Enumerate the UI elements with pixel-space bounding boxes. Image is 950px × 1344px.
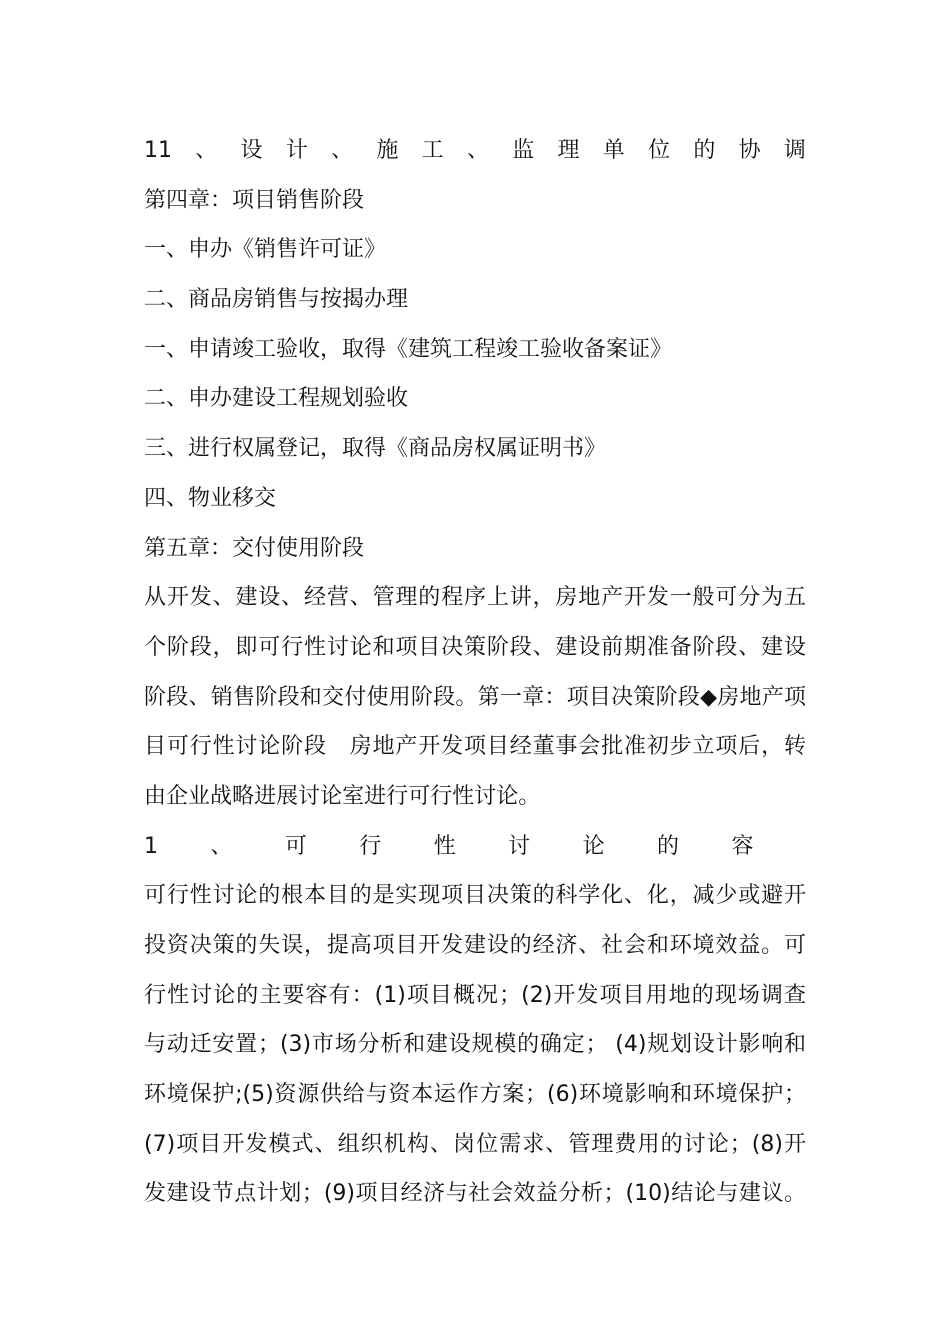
heading-char: 论: [582, 833, 605, 859]
list-item: 四、物业移交: [144, 485, 277, 511]
paragraph-line: (7)项目开发模式、组织机构、岗位需求、管理费用的讨论；(8)开: [144, 1131, 806, 1157]
paragraph-char: 论: [320, 783, 343, 809]
paragraph-char: 展: [276, 783, 299, 809]
paragraph-line: 从开发、建设、经营、管理的程序上讲，房地产开发一般可分为五: [144, 585, 806, 611]
paragraph-char: 略: [232, 783, 255, 809]
chapter-5-title: 第五章：交付使用阶段: [144, 535, 365, 561]
heading-char: 、: [195, 138, 218, 163]
list-item: 二、申办建设工程规划验收: [144, 386, 409, 412]
document-body: [144, 126, 806, 1219]
heading-char: 1: [144, 833, 158, 859]
heading-char: 位: [648, 138, 671, 163]
paragraph-char: 性: [452, 783, 475, 809]
list-item: 一、申请竣工验收，取得《建筑工程竣工验收备案证》: [144, 336, 673, 362]
heading-char: 的: [693, 138, 716, 163]
paragraph-char: 。: [518, 783, 541, 809]
paragraph-line: 行性讨论的主要容有：(1)项目概况；(2)开发项目用地的现场调查: [144, 982, 806, 1008]
heading-char: 协: [738, 138, 761, 163]
paragraph-char: 室: [342, 783, 365, 809]
heading-char: 调: [783, 138, 806, 163]
paragraph-char: 行: [386, 783, 409, 809]
heading-char: 讨: [508, 833, 531, 859]
chapter-4-title: 第四章：项目销售阶段: [144, 187, 365, 213]
heading-char: 、: [210, 833, 233, 859]
paragraph-char: 战: [210, 783, 233, 809]
list-item: 一、申办《销售许可证》: [144, 237, 387, 263]
heading-char: 理: [557, 138, 580, 163]
paragraph-line: 环境保护;(5)资源供给与资本运作方案；(6)环境影响和环境保护；: [144, 1082, 806, 1108]
paragraph-line: 投资决策的失误，提高项目开发建设的经济、社会和环境效益。可: [144, 933, 806, 958]
paragraph-line: 目可行性讨论阶段 房地产开发项目经董事会批准初步立项后，转: [144, 734, 806, 760]
heading-char: 11: [144, 138, 172, 163]
paragraph-feasibility: [144, 871, 806, 1219]
paragraph-char: 进: [254, 783, 277, 809]
paragraph-char: 业: [188, 783, 211, 809]
paragraph-char: 可: [408, 783, 431, 809]
list-item: 三、进行权属登记，取得《商品房权属证明书》: [144, 436, 607, 462]
paragraph-char: 企: [166, 783, 189, 809]
heading-char: 行: [359, 833, 382, 859]
paragraph-overview: [144, 573, 806, 821]
paragraph-line: 可行性讨论的根本目的是实现项目决策的科学化、化，减少或避开: [144, 883, 806, 909]
heading-char: 、: [331, 138, 354, 163]
paragraph-line: 与动迁安置；(3)市场分析和建设规模的确定； (4)规划设计影响和: [144, 1032, 806, 1058]
paragraph-char: 论: [496, 783, 519, 809]
list-item: 二、商品房销售与按揭办理: [144, 287, 409, 313]
heading-char: 设: [240, 138, 263, 163]
paragraph-line: 个阶段，即可行性讨论和项目决策阶段、建设前期准备阶段、建设: [144, 634, 806, 660]
paragraph-line-spread: [144, 772, 806, 822]
heading-char: 施: [376, 138, 399, 163]
heading-char: 性: [433, 833, 456, 859]
feasibility-heading: [144, 822, 806, 872]
paragraph-char: 由: [144, 783, 167, 809]
heading-char: 计: [285, 138, 308, 163]
heading-char: 监: [512, 138, 535, 163]
heading-char: 可: [284, 833, 307, 859]
heading-char: 的: [657, 833, 680, 859]
paragraph-line: 阶段、销售阶段和交付使用阶段。第一章：项目决策阶段◆房地产项: [144, 684, 806, 710]
heading-char: 、: [466, 138, 489, 163]
heading-char: 工: [421, 138, 444, 163]
section-heading-coordination: [144, 126, 806, 176]
paragraph-char: 行: [430, 783, 453, 809]
paragraph-char: 进: [364, 783, 387, 809]
heading-char: 单: [602, 138, 625, 163]
paragraph-char: 讨: [474, 783, 497, 809]
paragraph-line: 发建设节点计划；(9)项目经济与社会效益分析；(10)结论与建议。: [144, 1181, 806, 1207]
heading-char: 容: [731, 833, 754, 859]
paragraph-char: 讨: [298, 783, 321, 809]
